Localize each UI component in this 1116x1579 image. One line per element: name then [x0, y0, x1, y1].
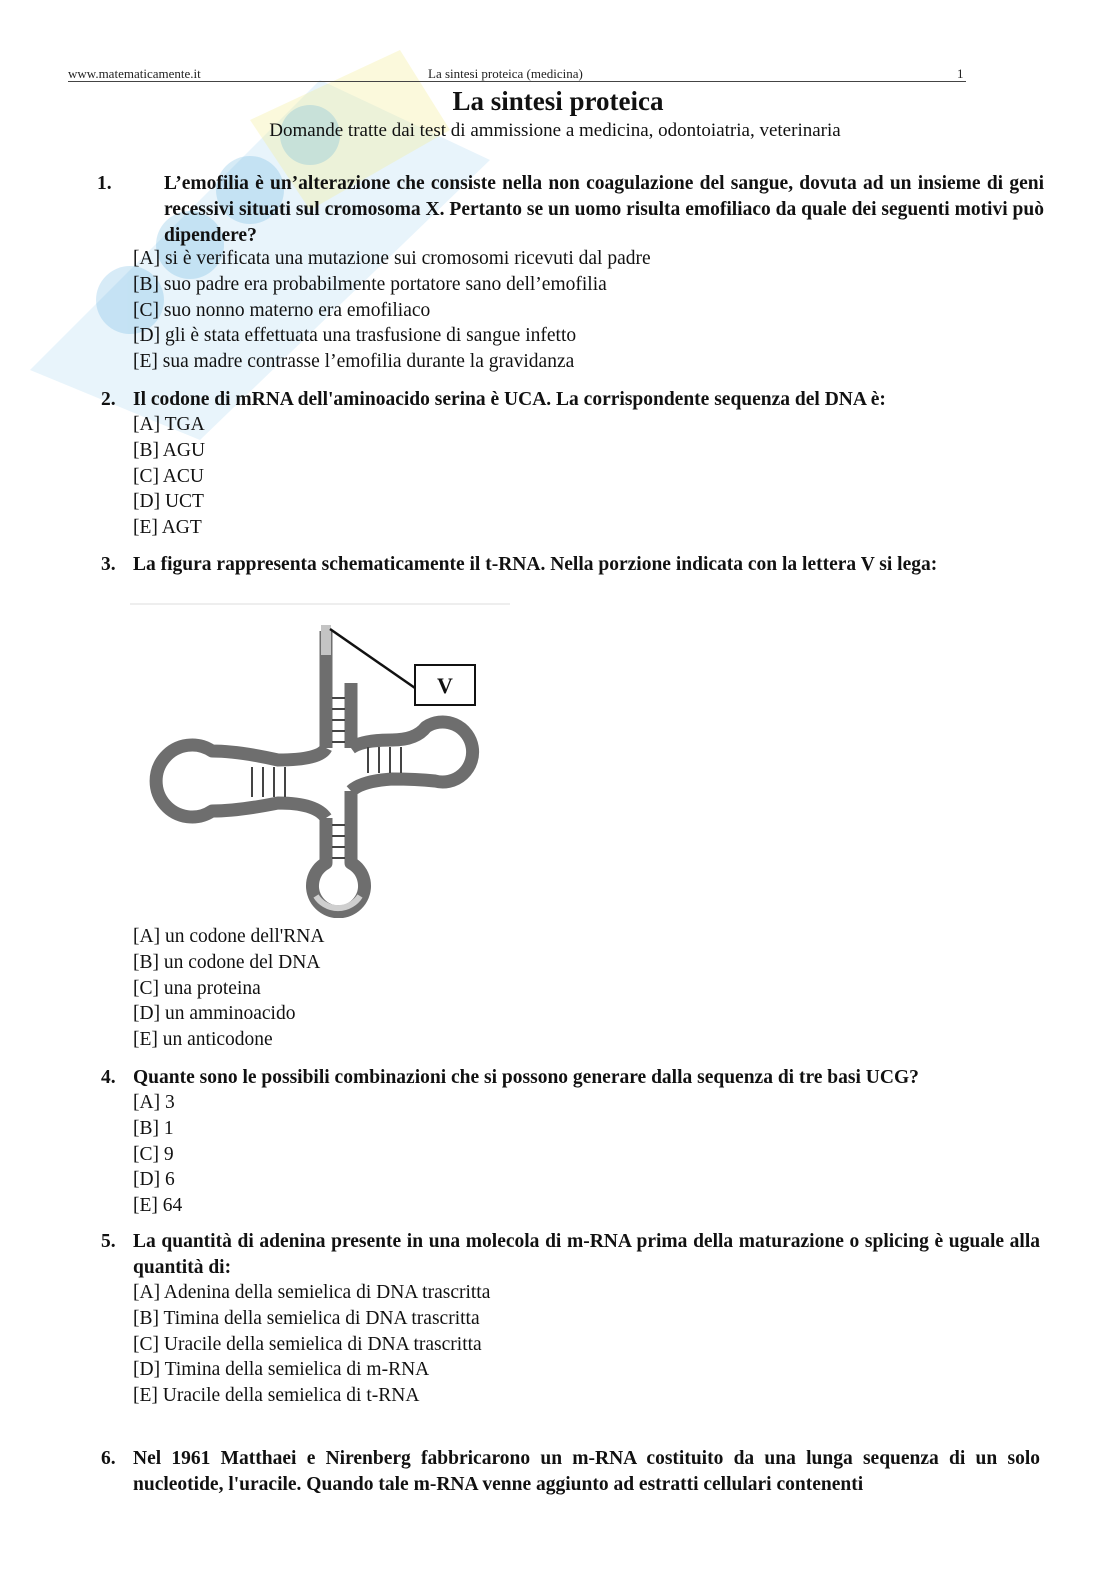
- question-5-number: 5.: [101, 1231, 116, 1252]
- option: [D] 6: [133, 1169, 175, 1191]
- option: [B] Timina della semielica di DNA trascritta: [133, 1307, 480, 1329]
- option: [B] AGU: [133, 439, 206, 461]
- option: [D] un amminoacido: [133, 1003, 296, 1025]
- option: [E] 64: [133, 1195, 183, 1217]
- header-site: www.matematicamente.it: [68, 66, 201, 81]
- option: [C] 9: [133, 1143, 174, 1165]
- option: [C] una proteina: [133, 977, 261, 999]
- option: [A] si è verificata una mutazione sui cromosomi ricevuti dal padre: [133, 248, 651, 269]
- option: [B] suo padre era probabilmente portatore sano dell’emofilia: [133, 273, 607, 295]
- option: [A] un codone dell'RNA: [133, 926, 325, 947]
- question-1-number: 1.: [97, 173, 112, 194]
- option: [C] Uracile della semielica di DNA trascritta: [133, 1333, 482, 1355]
- page-title: La sintesi proteica: [452, 86, 664, 116]
- question-3-options: [133, 924, 324, 1053]
- option: [E] AGT: [133, 517, 202, 539]
- option: [D] UCT: [133, 491, 204, 513]
- question-3-number: 3.: [101, 554, 116, 575]
- option: [A] Adenina della semielica di DNA trascritta: [133, 1282, 491, 1303]
- option: [C] ACU: [133, 465, 204, 487]
- page-subtitle: Domande tratte dai test di ammissione a medicina, odontoiatria, veterinaria: [269, 120, 841, 141]
- question-4-text: Quante sono le possibili combinazioni che si possono generare dalla sequenza di tre basi UCG?: [133, 1067, 919, 1088]
- question-5-text: La quantità di adenina presente in una molecola di m-RNA prima della maturazione o splicing è uguale alla quantità di:: [133, 1231, 1040, 1278]
- question-3-text: La figura rappresenta schematicamente il t-RNA. Nella porzione indicata con la lettera V si lega:: [133, 554, 938, 575]
- question-4-options: [133, 1090, 182, 1219]
- question-2-number: 2.: [101, 389, 116, 410]
- option: [A] TGA: [133, 414, 205, 435]
- header-rule: [68, 81, 966, 82]
- header-page-number: 1: [957, 66, 964, 81]
- question-5-options: [133, 1280, 490, 1409]
- question-2-options: [133, 412, 205, 541]
- question-4-number: 4.: [101, 1067, 116, 1088]
- option: [B] un codone del DNA: [133, 951, 321, 973]
- option: [E] un anticodone: [133, 1029, 273, 1051]
- question-1-options: [133, 246, 651, 375]
- question-6-number: 6.: [101, 1448, 116, 1469]
- figure-label-v: V: [437, 673, 453, 698]
- option: [D] gli è stata effettuata una trasfusione di sangue infetto: [133, 325, 577, 347]
- trna-figure: [130, 603, 510, 918]
- option: [E] sua madre contrasse l’emofilia durante la gravidanza: [133, 351, 575, 373]
- option: [D] Timina della semielica di m-RNA: [133, 1359, 430, 1381]
- option: [E] Uracile della semielica di t-RNA: [133, 1385, 420, 1407]
- option: [A] 3: [133, 1092, 175, 1113]
- option: [B] 1: [133, 1117, 174, 1139]
- option: [C] suo nonno materno era emofiliaco: [133, 299, 431, 321]
- header-doc-title: La sintesi proteica (medicina): [428, 66, 583, 81]
- question-1-text: L’emofilia è un’alterazione che consiste nella non coagulazione del sangue, dovuta ad un insieme di geni recessivi situati sul cromosoma X. Pertanto se un uomo risulta emofiliaco da quale dei seguenti motivi può dipendere?: [164, 173, 1044, 246]
- question-6-text: Nel 1961 Matthaei e Nirenberg fabbricarono un m-RNA costituito da una lunga sequenza di un solo nucleotide, l'uracile. Quando tale m-RNA venne aggiunto ad estratti cellulari contenenti: [133, 1448, 1040, 1495]
- question-2-text: Il codone di mRNA dell'aminoacido serina è UCA. La corrispondente sequenza del DNA è:: [133, 389, 886, 410]
